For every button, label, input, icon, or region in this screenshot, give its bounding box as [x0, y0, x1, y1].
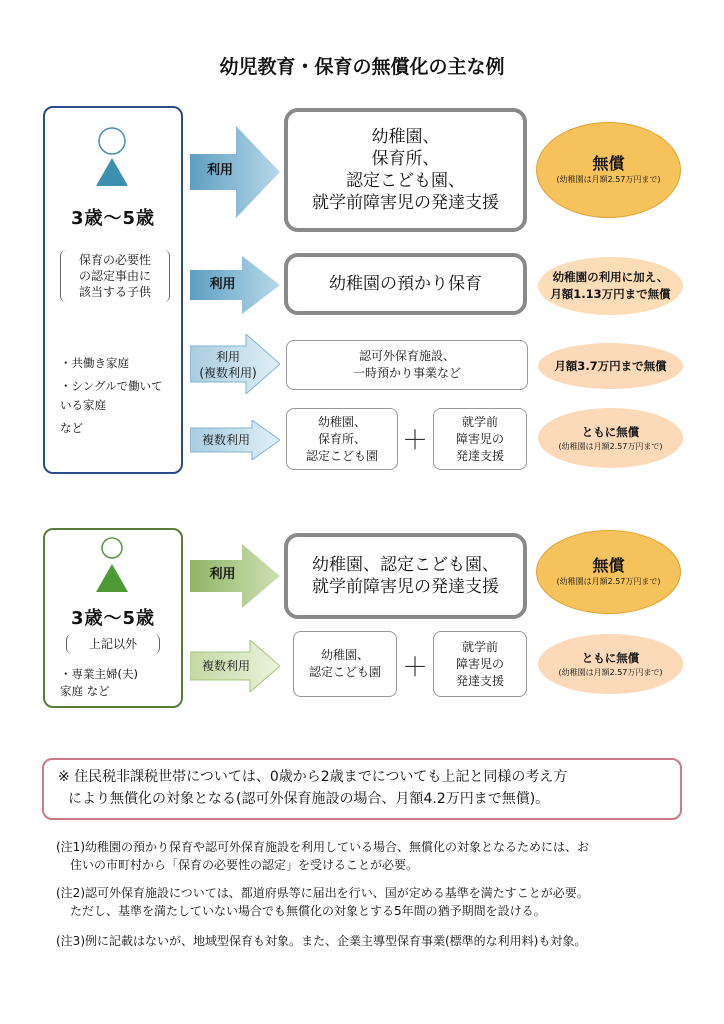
facility-g2-row2-a: 幼稚園、 認定こども園 [293, 631, 397, 697]
note-3: (注3)例に記載はないが、地域型保育も対象。また、企業主導型保育事業(標準的な利用料)も対象。 [56, 934, 587, 948]
child-figure-green-icon [92, 536, 132, 594]
result-row4: ともに無償 (幼稚園は月額2.57万円まで) [538, 408, 683, 468]
arrow-row3-label: 利用 (複数利用) [199, 350, 257, 380]
group1-age: 3歳〜5歳 [70, 208, 156, 229]
arrow-row2-label: 利用 [209, 277, 236, 292]
facility-row4-a: 幼稚園、 保育所、 認定こども園 [286, 408, 398, 470]
arrow-row1-label: 利用 [206, 163, 233, 178]
group1-examples: ・共働き家庭 ・シングルで働いて いる家庭 など [60, 356, 163, 435]
group2-condition: 上記以外 [66, 634, 160, 654]
facility-row4-b: 就学前 障害児の 発達支援 [433, 408, 527, 470]
facility-g2-row1: 幼稚園、認定こども園、 就学前障害児の発達支援 [284, 533, 527, 619]
facility-g2-row2-b: 就学前 障害児の 発達支援 [433, 631, 527, 697]
group2-examples: ・専業主婦(夫) 家庭 など [60, 667, 138, 698]
arrow-g2-row1-label: 利用 [209, 567, 236, 582]
facility-row1: 幼稚園、 保育所、 認定こども園、 就学前障害児の発達支援 [284, 108, 527, 232]
facility-row2: 幼稚園の預かり保育 [284, 253, 527, 315]
group2-age: 3歳〜5歳 [70, 608, 156, 629]
group1-condition: 保育の必要性 の認定事由に 該当する子供 [60, 250, 170, 302]
notice-box: ※ 住民税非課税世帯については、0歳から2歳までについても上記と同様の考え方 により無償化の対象となる(認可外保育施設の場合、月額4.2万円まで無償)。 [42, 758, 682, 820]
result-row3: 月額3.7万円まで無償 [538, 343, 683, 389]
note-2: (注2)認可外保育施設については、都道府県等に届出を行い、国が定める基準を満たすことが必要。 ただし、基準を満たしていない場合でも無償化の対象とする5年間の猶予期間を設ける。 [56, 886, 589, 918]
result-g2-row2: ともに無償 (幼稚園は月額2.57万円まで) [538, 634, 683, 694]
arrow-row4-label: 複数利用 [201, 433, 250, 447]
page-title: 幼児教育・保育の無償化の主な例 [219, 56, 505, 78]
child-figure-blue-icon [92, 126, 132, 188]
result-row1: 無償 (幼稚園は月額2.57万円まで) [536, 122, 681, 218]
result-row2: 幼稚園の利用に加え、 月額1.13万円まで無償 [538, 257, 683, 315]
plus-sign-g2-row2: ＋ [401, 652, 428, 683]
result-g2-row1: 無償 (幼稚園は月額2.57万円まで) [536, 530, 681, 614]
plus-sign-row4: ＋ [401, 425, 428, 456]
note-1: (注1)幼稚園の預かり保育や認可外保育施設を利用している場合、無償化の対象となるためには、お 住いの市町村から「保育の必要性の認定」を受けることが必要。 [56, 840, 590, 872]
arrow-g2-row2-label: 複数利用 [201, 659, 250, 673]
facility-row3: 認可外保育施設、 一時預かり事業など [286, 340, 528, 390]
